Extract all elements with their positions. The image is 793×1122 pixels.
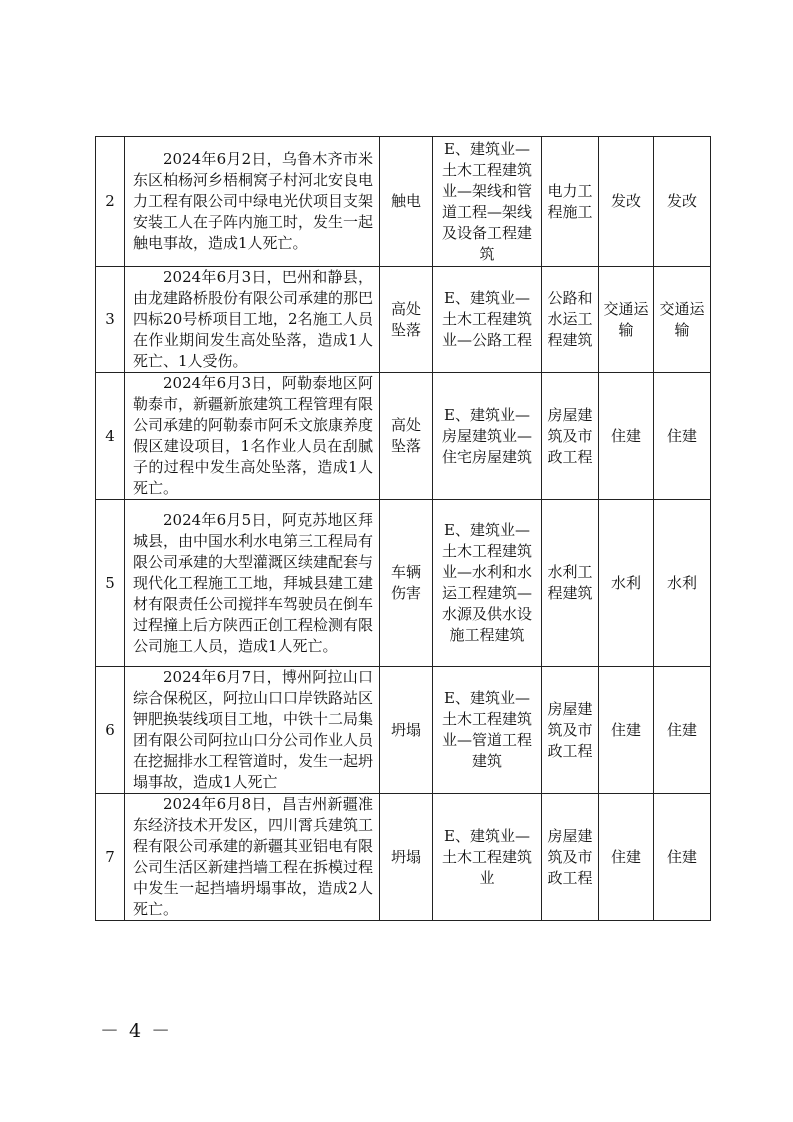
table-row [96,500,711,667]
industry-text: E、建筑业—土木工程建筑业—管道工程建筑 [441,689,532,770]
department-primary-text: 发改 [610,192,641,210]
accident-type-text: 坍塌 [390,847,421,866]
project-category [542,137,599,267]
table-row [96,137,711,267]
accident-type [380,794,433,921]
description-text: 2024年6月5日，阿克苏地区拜城县，由中国水利水电第三工程局有限公司承建的大型灌溉区续建配套与现代化工程施工工地，拜城县建工建材有限责任公司搅拌车驾驶员在倒车过程撞上后方陕西正创工程检测有限公司施工人员，造成1人死亡。 [133,510,374,655]
department-secondary-text: 水利 [666,573,697,592]
accident-type-text: 车辆伤害 [390,563,421,602]
accident-description [125,373,380,500]
accident-description [125,667,380,794]
category-text: 房屋建筑及市政工程 [547,699,593,760]
department-primary [599,373,654,500]
department-secondary [654,500,711,667]
category-text: 房屋建筑及市政工程 [547,826,593,887]
accident-type [380,500,433,667]
department-primary-text: 住建 [610,426,641,445]
industry-classification [433,373,542,500]
accident-type [380,267,433,373]
accident-description [125,500,380,667]
industry-classification [433,667,542,794]
accident-type-text: 高处坠落 [390,299,421,339]
department-secondary [654,137,711,267]
department-primary-text: 住建 [610,847,641,866]
department-primary-text: 交通运输 [603,299,649,339]
description-text: 2024年6月7日，博州阿拉山口综合保税区，阿拉山口口岸铁路站区钾肥换装线项目工地，中铁十二局集团有限公司阿拉山口分公司作业人员在挖掘排水工程管道时，发生一起坍塌事故，造成1人死亡 [133,668,374,791]
department-primary [599,500,654,667]
accident-table-body [96,137,711,921]
department-primary-text: 水利 [610,573,641,592]
project-category [542,667,599,794]
department-primary [599,137,654,267]
accident-type [380,137,433,267]
project-category [542,267,599,373]
category-text: 房屋建筑及市政工程 [547,405,593,466]
description-text: 2024年6月8日，昌吉州新疆准东经济技术开发区，四川霄兵建筑工程有限公司承建的新疆其亚铝电有限公司生活区新建挡墙工程在拆模过程中发生一起挡墙坍塌事故，造成2人死亡。 [133,795,374,918]
accident-table [95,136,711,921]
category-text: 公路和水运工程建筑 [547,289,593,349]
accident-type-text: 高处坠落 [390,416,421,455]
table-row [96,794,711,921]
accident-type [380,373,433,500]
description-text: 2024年6月2日，乌鲁木齐市米东区柏杨河乡梧桐窝子村河北安良电力工程有限公司中绿电光伏项目支架安装工人在子阵内施工时，发生一起触电事故，造成1人死亡。 [133,150,374,252]
industry-classification [433,137,542,267]
industry-text: E、建筑业—土木工程建筑业—架线和管道工程—架线及设备工程建筑 [441,139,532,263]
department-primary-text: 住建 [610,720,641,739]
table-row [96,267,711,373]
description-text: 2024年6月3日，巴州和静县，由龙建路桥股份有限公司承建的那巴四标20号桥项目工地，2名施工人员在作业期间发生高处坠落，造成1人死亡、1人受伤。 [133,268,374,370]
industry-text: E、建筑业—土木工程建筑业—公路工程 [441,289,532,349]
department-secondary-text: 交通运输 [659,299,705,339]
department-primary [599,794,654,921]
department-secondary-text: 发改 [666,192,697,210]
accident-type-text: 坍塌 [390,720,421,739]
department-secondary [654,373,711,500]
department-primary [599,667,654,794]
category-text: 电力工程施工 [547,181,593,221]
row-number: 2 [96,137,125,267]
industry-classification [433,794,542,921]
table-row [96,667,711,794]
department-secondary-text: 住建 [666,426,697,445]
industry-classification [433,267,542,373]
department-secondary [654,267,711,373]
project-category [542,500,599,667]
accident-description [125,267,380,373]
department-primary [599,267,654,373]
accident-type-text: 触电 [390,192,421,210]
industry-classification [433,500,542,667]
table-row [96,373,711,500]
project-category [542,373,599,500]
department-secondary [654,794,711,921]
row-number: 7 [96,794,125,921]
row-number: 3 [96,267,125,373]
page-number: － 4 － [100,1020,173,1042]
accident-type [380,667,433,794]
accident-description [125,794,380,921]
category-text: 水利工程建筑 [547,563,593,602]
row-number: 4 [96,373,125,500]
department-secondary-text: 住建 [666,847,697,866]
department-secondary-text: 住建 [666,720,697,739]
description-text: 2024年6月3日，阿勒泰地区阿勒泰市，新疆新旅建筑工程管理有限公司承建的阿勒泰市阿禾文旅康养度假区建设项目，1名作业人员在刮腻子的过程中发生高处坠落，造成1人死亡。 [133,374,374,497]
industry-text: E、建筑业—土木工程建筑业 [441,826,532,887]
department-secondary [654,667,711,794]
industry-text: E、建筑业—房屋建筑业—住宅房屋建筑 [441,405,532,466]
row-number: 6 [96,667,125,794]
industry-text: E、建筑业—土木工程建筑业—水利和水运工程建筑—水源及供水设施工程建筑 [441,521,532,644]
row-number: 5 [96,500,125,667]
project-category [542,794,599,921]
accident-description [125,137,380,267]
